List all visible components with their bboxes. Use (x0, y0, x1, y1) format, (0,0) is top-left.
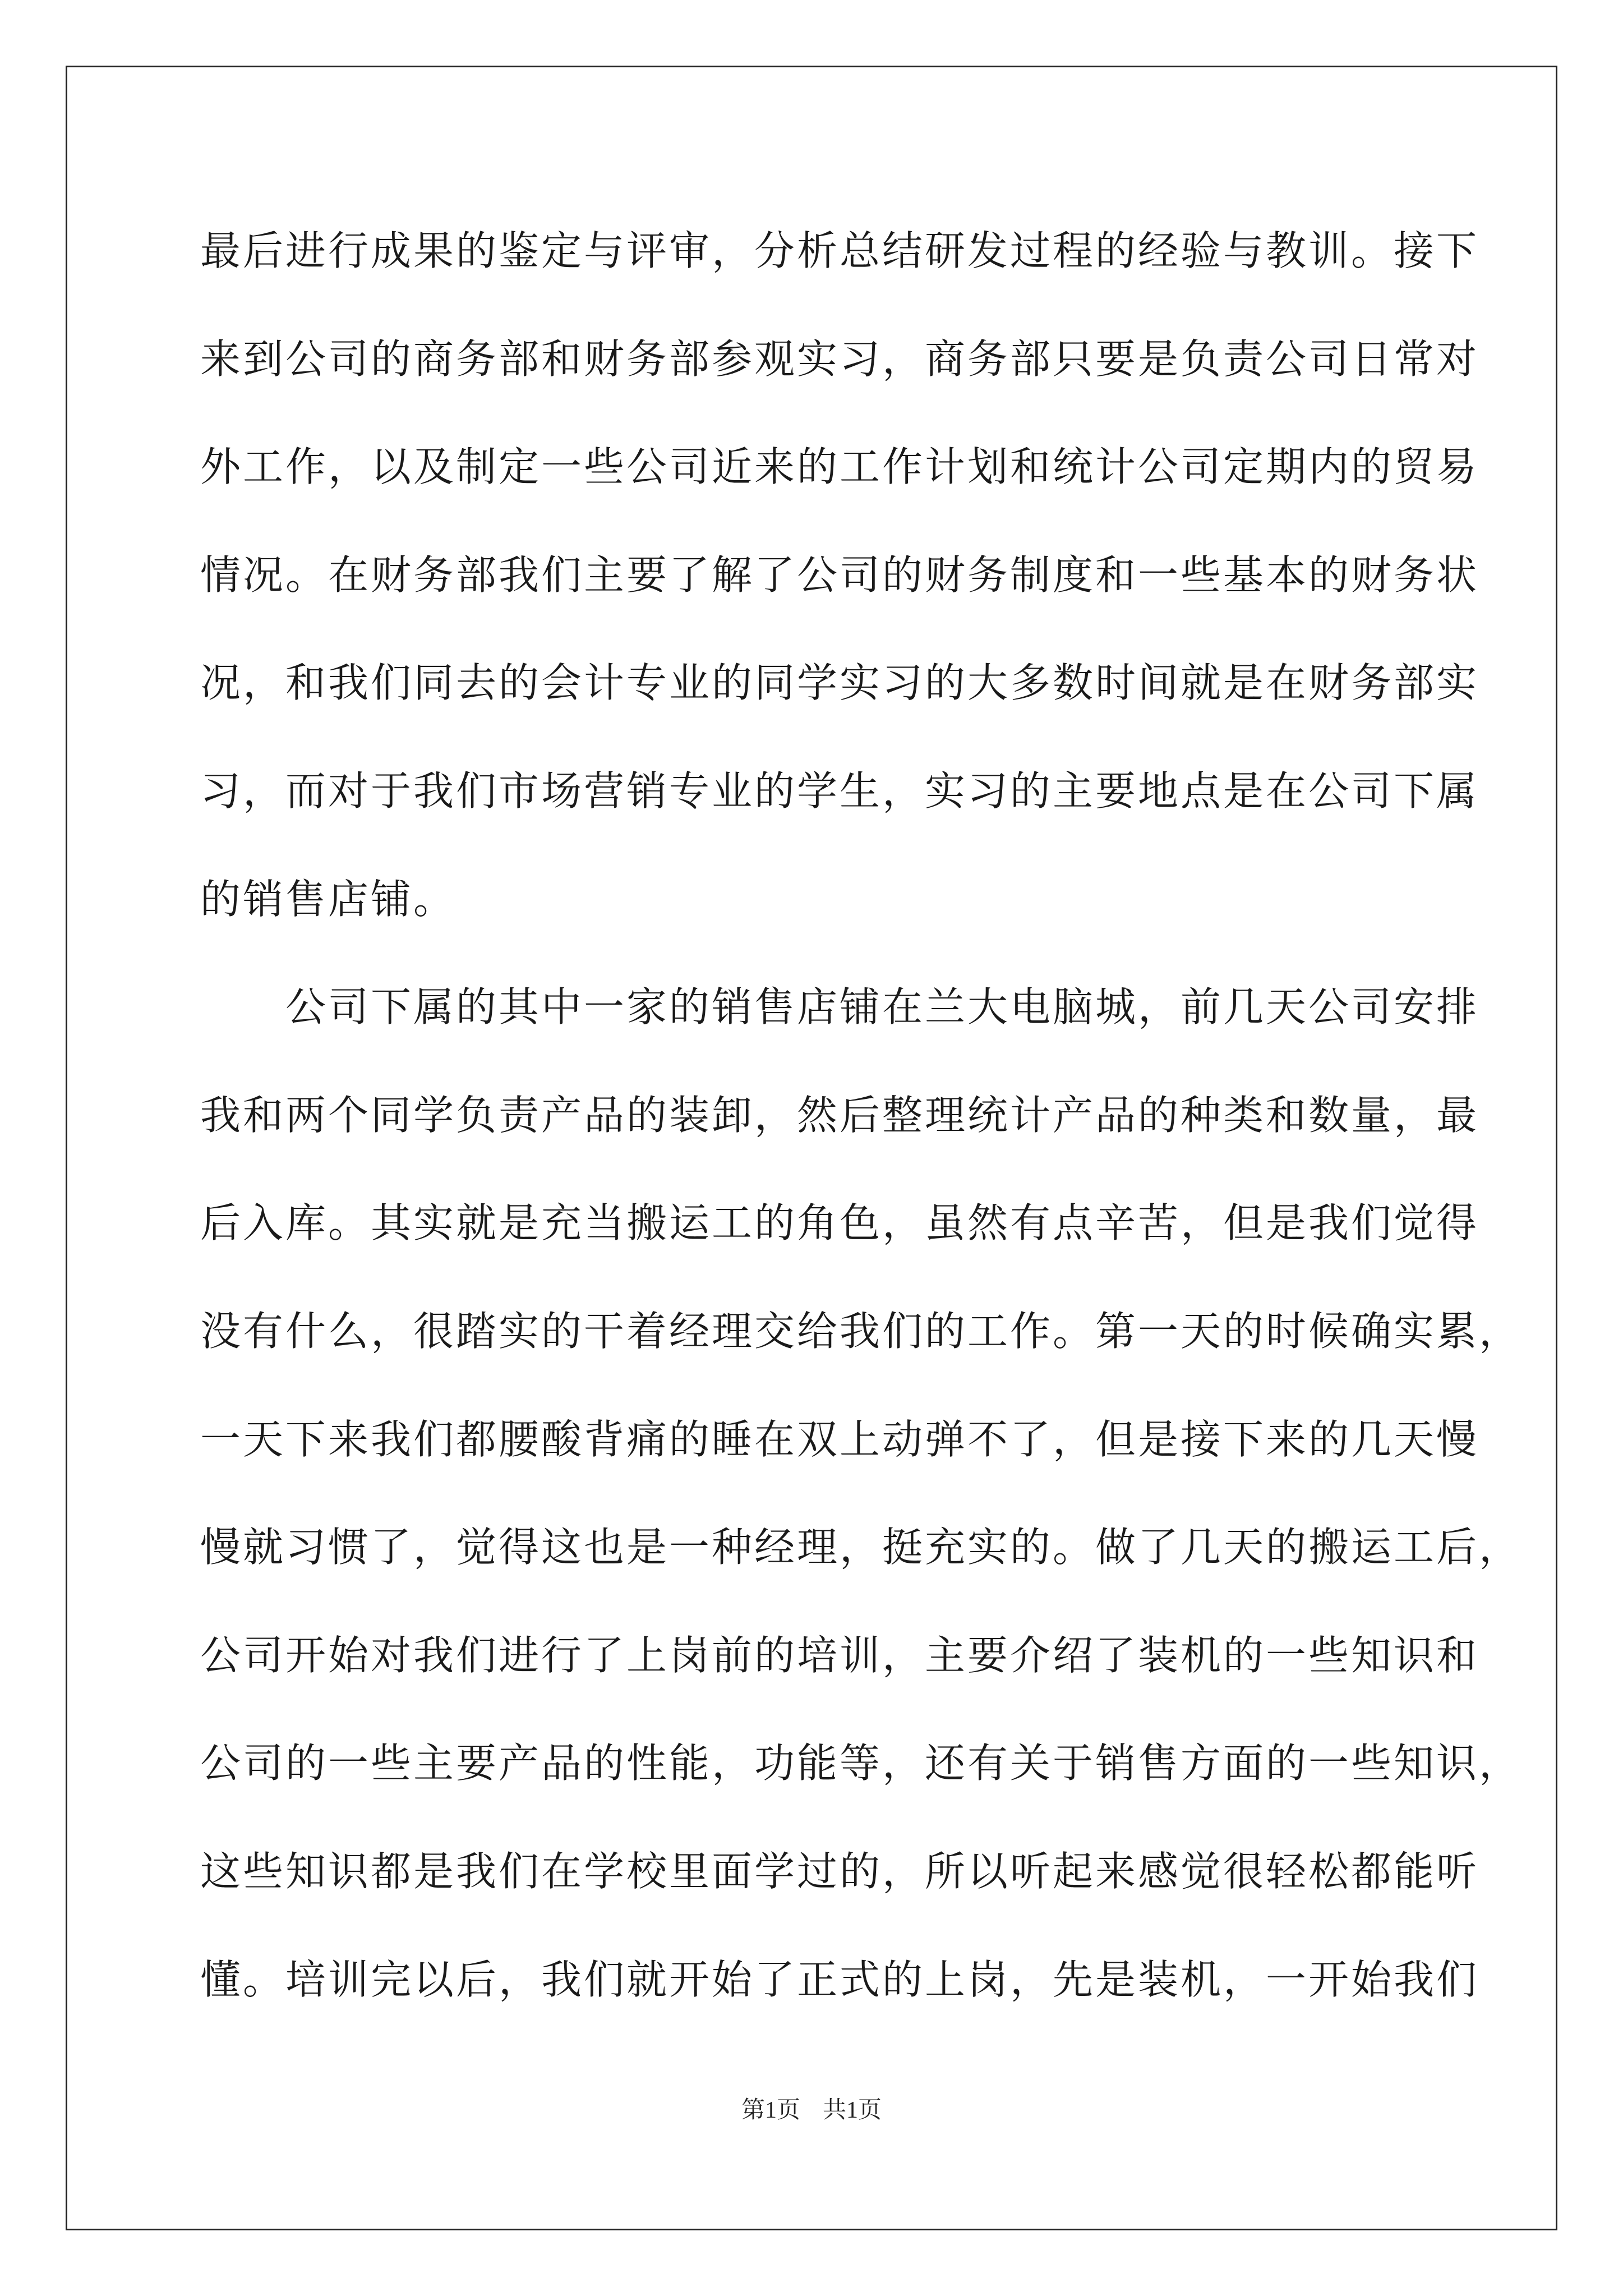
text-line: 后入库。其实就是充当搬运工的角色，虽然有点辛苦，但是我们觉得 (200, 1199, 1479, 1247)
text-line: 最后进行成果的鉴定与评审，分析总结研发过程的经验与教训。接下 (200, 227, 1479, 274)
document-body (200, 209, 1522, 2045)
text-line: 懂。培训完以后，我们就开始了正式的上岗，先是装机，一开始我们 (200, 1955, 1479, 2003)
text-line: 公司开始对我们进行了上岗前的培训，主要介绍了装机的一些知识和 (200, 1631, 1479, 1679)
text-line: 公司的一些主要产品的性能，功能等，还有关于销售方面的一些知识， (200, 1740, 1522, 1787)
text-line: 情况。在财务部我们主要了解了公司的财务制度和一些基本的财务状 (200, 551, 1479, 599)
text-line: 慢就习惯了，觉得这也是一种经理，挺充实的。做了几天的搬运工后， (200, 1524, 1522, 1571)
page-number-current: 第1页 (741, 2097, 800, 2123)
text-line: 这些知识都是我们在学校里面学过的，所以听起来感觉很轻松都能听 (200, 1847, 1479, 1895)
text-line: 外工作，以及制定一些公司近来的工作计划和统计公司定期内的贸易 (200, 443, 1479, 491)
text-line: 的销售店铺。 (200, 875, 457, 923)
text-line: 习，而对于我们市场营销专业的学生，实习的主要地点是在公司下属 (200, 767, 1479, 815)
text-line: 我和两个同学负责产品的装卸，然后整理统计产品的种类和数量，最 (200, 1091, 1479, 1139)
text-line: 没有什么，很踏实的干着经理交给我们的工作。第一天的时候确实累， (200, 1307, 1522, 1355)
page-number-total: 共1页 (823, 2097, 882, 2123)
text-line: 来到公司的商务部和财务部参观实习，商务部只要是负责公司日常对 (200, 335, 1479, 383)
page-footer (0, 2091, 1623, 2125)
text-line: 一天下来我们都腰酸背痛的睡在双上动弹不了，但是接下来的几天慢 (200, 1415, 1479, 1463)
text-line: 公司下属的其中一家的销售店铺在兰大电脑城，前几天公司安排 (200, 983, 1479, 1031)
text-line: 况，和我们同去的会计专业的同学实习的大多数时间就是在财务部实 (200, 659, 1479, 707)
